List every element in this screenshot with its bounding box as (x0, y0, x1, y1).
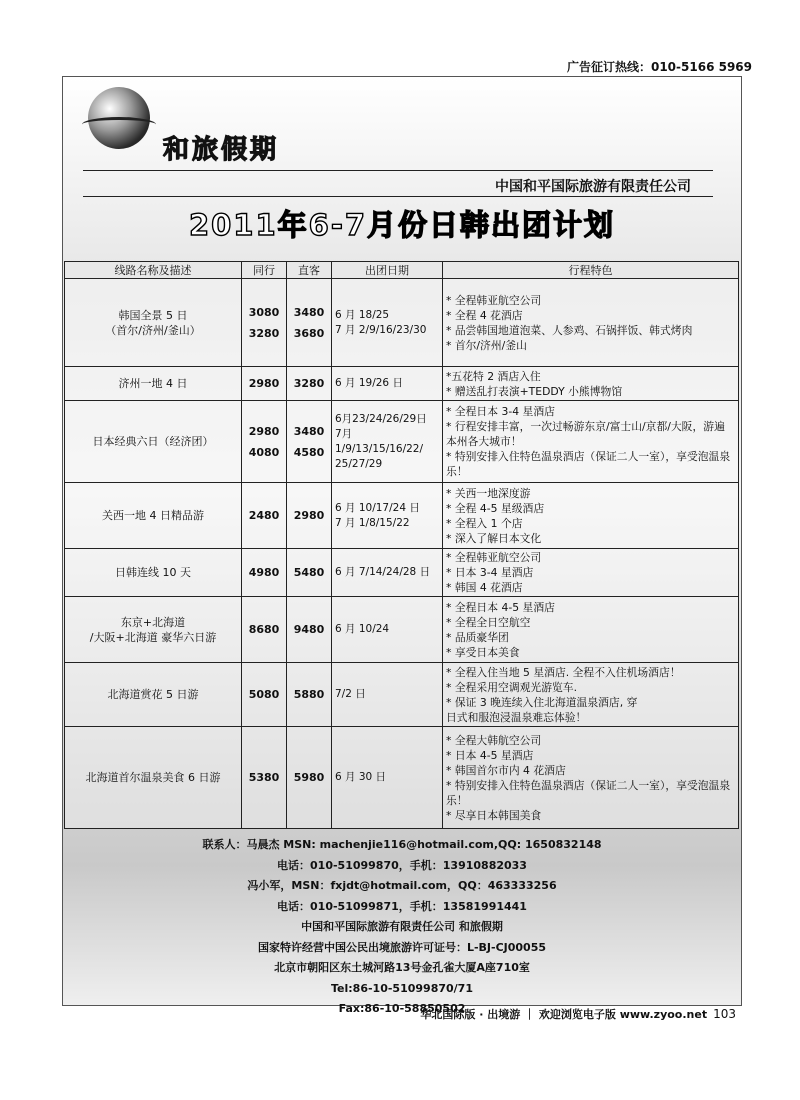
table-header-row (65, 262, 739, 279)
route-line: 日韩连线 10 天 (115, 566, 191, 579)
dates-line: 6 月 10/17/24 日 (335, 501, 420, 514)
features-cell (443, 483, 739, 549)
route-cell (65, 367, 242, 401)
peer-price-cell (242, 367, 287, 401)
contact-line: Tel:86-10-51099870/71 (331, 981, 473, 995)
peer-price-line: 4980 (248, 566, 280, 579)
features-line: * 日本 4-5 星酒店 (446, 748, 534, 762)
contact-block (63, 835, 741, 1020)
contact-line: 电话：010-51099870，手机：13910882033 (277, 858, 527, 872)
features-line: * 深入了解日本文化 (446, 531, 542, 545)
dates-line: 6 月 30 日 (335, 771, 387, 783)
direct-price-cell (287, 483, 332, 549)
features-line: * 品尝韩国地道泡菜、人参鸡、石锅拌饭、韩式烤肉 (446, 323, 693, 337)
route-line: /大阪+北海道 豪华六日游 (89, 630, 217, 644)
dates-cell (332, 597, 443, 663)
dates-cell (332, 483, 443, 549)
route-cell (65, 597, 242, 663)
direct-price-cell (287, 549, 332, 597)
peer-price-line: 3080 (248, 305, 280, 319)
dates-line: 7/2 日 (335, 688, 366, 700)
direct-price-line: 5480 (293, 566, 325, 579)
route-line: 日本经典六日（经济团） (92, 435, 214, 448)
table-row (65, 727, 739, 829)
features-line: * 享受日本美食 (446, 645, 520, 659)
route-line: 北海道赏花 5 日游 (107, 688, 199, 701)
contact-line: 冯小军，MSN：fxjdt@hotmail.com，QQ：463333256 (247, 879, 557, 892)
route-line: 东京+北海道 (120, 615, 186, 629)
features-cell (443, 597, 739, 663)
features-cell (443, 401, 739, 483)
divider (83, 196, 713, 197)
dates-cell (332, 401, 443, 483)
features-line: * 品质豪华团 (446, 630, 509, 644)
dates-line: 7 月 2/9/16/23/30 (335, 323, 427, 336)
dates-line: 6 月 18/25 (335, 308, 390, 321)
header-features: 行程特色 (443, 262, 739, 279)
dates-line: 1/9/13/15/16/22/ (335, 442, 424, 455)
direct-price-cell (287, 727, 332, 829)
peer-price-line: 5380 (248, 771, 280, 784)
footer-text: 华北国际版 · 出境游 ｜ 欢迎浏览电子版 www.zyoo.net (420, 1008, 708, 1021)
dates-cell (332, 663, 443, 727)
table-row (65, 597, 739, 663)
peer-price-line: 8680 (248, 623, 280, 636)
route-line: 关西一地 4 日精品游 (102, 509, 204, 522)
contact-line: 联系人：马晨杰 MSN: machenjie116@hotmail.com,QQ: 1650832148 (202, 838, 602, 851)
table-row (65, 367, 739, 401)
features-line: * 行程安排丰富，一次过畅游东京/富士山/京都/大阪，游遍本州各大城市！ (446, 420, 725, 448)
company-name: 中国和平国际旅游有限责任公司 (495, 179, 691, 195)
peer-price-cell (242, 597, 287, 663)
direct-price-line: 9480 (293, 623, 325, 636)
table-row (65, 663, 739, 727)
peer-price-cell (242, 549, 287, 597)
features-line: * 全程日本 4-5 星酒店 (446, 600, 555, 614)
peer-price-line: 3280 (248, 326, 280, 340)
contact-line: 电话：010-51099871，手机：13581991441 (277, 899, 527, 913)
direct-price-cell (287, 597, 332, 663)
header-route: 线路名称及描述 (65, 262, 242, 279)
features-cell (443, 727, 739, 829)
peer-price-line: 2480 (248, 509, 280, 522)
brand-name: 和旅假期 (163, 135, 280, 165)
peer-price-line: 2980 (248, 377, 280, 390)
peer-price-line: 2980 (248, 424, 280, 438)
features-line: *五花特 2 酒店入住 (446, 369, 541, 383)
peer-price-cell (242, 727, 287, 829)
page-footer (420, 1006, 736, 1022)
route-line: （首尔/济州/釜山） (105, 323, 201, 337)
dates-cell (332, 279, 443, 367)
table-row (65, 279, 739, 367)
route-line: 济州一地 4 日 (118, 377, 188, 390)
direct-price-cell (287, 367, 332, 401)
features-line: * 全程全日空航空 (446, 615, 531, 629)
direct-price-line: 3680 (293, 326, 325, 340)
contact-line: 国家特许经营中国公民出境旅游许可证号：L-BJ-CJ00055 (257, 940, 547, 954)
features-line: * 全程 4 花酒店 (446, 308, 523, 322)
peer-price-cell (242, 663, 287, 727)
table-row (65, 483, 739, 549)
peer-price-line: 4080 (248, 445, 280, 459)
route-cell (65, 401, 242, 483)
header-direct-price: 直客 (287, 262, 332, 279)
features-cell (443, 549, 739, 597)
route-cell (65, 279, 242, 367)
direct-price-cell (287, 279, 332, 367)
route-line: 韩国全景 5 日 (118, 308, 188, 322)
dates-cell (332, 549, 443, 597)
dates-line: 6 月 7/14/24/28 日 (335, 566, 431, 578)
dates-line: 6月23/24/26/29日 (335, 412, 427, 425)
features-cell (443, 663, 739, 727)
features-line: * 首尔/济州/釜山 (446, 338, 527, 352)
dates-line: 7 月 1/8/15/22 (335, 516, 410, 529)
route-cell (65, 549, 242, 597)
features-line: * 关西一地深度游 (446, 486, 531, 500)
page-headline: 2011年6-7月份日韩出团计划 (188, 208, 616, 242)
dates-line: 6 月 10/24 (335, 623, 390, 635)
features-line: * 韩国首尔市内 4 花酒店 (446, 763, 566, 777)
dates-line: 25/27/29 (335, 457, 383, 470)
globe-logo-icon (88, 87, 150, 149)
features-line: * 特别安排入住特色温泉酒店（保证二人一室），享受泡温泉乐！ (446, 450, 731, 478)
contact-line: 中国和平国际旅游有限责任公司 和旅假期 (301, 920, 503, 933)
features-line: 日式和服泡浸温泉难忘体验！ (446, 710, 587, 724)
features-line: * 全程韩亚航空公司 (446, 293, 542, 307)
peer-price-cell (242, 279, 287, 367)
direct-price-line: 3280 (293, 377, 325, 390)
dates-cell (332, 727, 443, 829)
dates-cell (332, 367, 443, 401)
tour-schedule-table (64, 261, 739, 829)
features-line: * 尽享日本韩国美食 (446, 808, 542, 822)
features-line: * 韩国 4 花酒店 (446, 581, 523, 594)
ad-hotline: 广告征订热线：010-5166 5969 (566, 60, 752, 74)
features-cell (443, 367, 739, 401)
direct-price-cell (287, 663, 332, 727)
features-line: * 全程入 1 个店 (446, 516, 523, 530)
dates-line: 6 月 19/26 日 (335, 377, 403, 389)
direct-price-line: 4580 (293, 445, 325, 459)
contact-line: Fax:86-10-58850502 (338, 1002, 466, 1015)
direct-price-line: 2980 (293, 509, 325, 522)
features-line: * 全程韩亚航空公司 (446, 551, 542, 564)
header-dates: 出团日期 (332, 262, 443, 279)
features-line: * 全程日本 3-4 星酒店 (446, 405, 555, 418)
table-row (65, 401, 739, 483)
route-cell (65, 663, 242, 727)
peer-price-line: 5080 (248, 688, 280, 701)
features-line: * 日本 3-4 星酒店 (446, 566, 534, 579)
features-line: * 赠送乱打表演+TEDDY 小熊博物馆 (446, 384, 623, 398)
features-line: * 全程大韩航空公司 (446, 733, 542, 747)
peer-price-cell (242, 483, 287, 549)
contact-line: 北京市朝阳区东土城河路13号金孔雀大厦A座710室 (274, 961, 530, 974)
route-line: 北海道首尔温泉美食 6 日游 (85, 771, 221, 784)
divider (83, 170, 713, 171)
header-peer-price: 同行 (242, 262, 287, 279)
route-cell (65, 483, 242, 549)
table-row (65, 549, 739, 597)
features-line: * 全程 4-5 星级酒店 (446, 501, 545, 515)
page-number: 103 (713, 1007, 736, 1021)
direct-price-line: 3480 (293, 305, 325, 319)
features-line: * 特别安排入住特色温泉酒店（保证二人一室），享受泡温泉乐！ (446, 778, 731, 807)
dates-line: 7月 (335, 427, 353, 440)
direct-price-line: 5980 (293, 771, 325, 784)
peer-price-cell (242, 401, 287, 483)
direct-price-line: 5880 (293, 688, 325, 701)
features-line: * 全程采用空调观光游览车. (446, 680, 578, 694)
features-line: * 保证 3 晚连续入住北海道温泉酒店, 穿 (446, 695, 638, 709)
direct-price-cell (287, 401, 332, 483)
direct-price-line: 3480 (293, 424, 325, 438)
route-cell (65, 727, 242, 829)
features-cell (443, 279, 739, 367)
features-line: * 全程入住当地 5 星酒店. 全程不入住机场酒店！ (446, 665, 681, 679)
